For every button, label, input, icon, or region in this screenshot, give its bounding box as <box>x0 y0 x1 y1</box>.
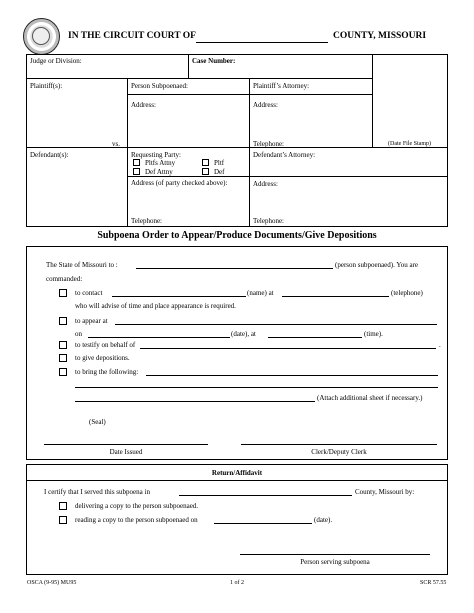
def-checkbox[interactable] <box>202 168 209 175</box>
depositions-checkbox[interactable] <box>59 354 67 362</box>
requesting-party-label: Requesting Party: <box>131 151 181 159</box>
pltfs-attny-label: Pltfs Attny <box>145 159 176 167</box>
date-file-stamp-label: (Date File Stamp) <box>388 141 431 147</box>
pltf-label: Pltf <box>214 159 225 167</box>
telephone-label-defendant-attorney: Telephone: <box>253 217 284 225</box>
county-name-line[interactable] <box>196 42 328 43</box>
date-issued-line[interactable] <box>44 444 208 445</box>
reading-date-line[interactable] <box>214 523 312 524</box>
time-suffix: (time). <box>364 330 383 338</box>
delivering-label: delivering a copy to the person subpoenaed. <box>75 502 199 510</box>
contact-name-line[interactable] <box>112 296 246 297</box>
telephone-label-requesting-party: Telephone: <box>131 217 162 225</box>
served-right: County, Missouri by: <box>355 488 415 496</box>
address-party-label: Address (of party checked above): <box>131 179 228 187</box>
commanded-label: commanded: <box>46 275 83 283</box>
order-body-box <box>26 246 448 460</box>
telephone-suffix: (telephone) <box>391 289 423 297</box>
testify-label: to testify on behalf of <box>75 341 136 349</box>
appear-label: to appear at <box>75 317 108 325</box>
court-title <box>68 31 196 41</box>
person-subpoenaed-label: Person Subpoenaed: <box>131 82 188 90</box>
bring-line-1[interactable] <box>146 375 438 376</box>
court-title-right: COUNTY, MISSOURI <box>333 31 427 41</box>
date-issued-label: Date Issued <box>109 448 143 456</box>
intro-left: The State of Missouri to : <box>46 261 118 269</box>
pltfs-attny-checkbox[interactable] <box>133 159 140 166</box>
reading-label: reading a copy to the person subpoenaed on <box>75 516 198 524</box>
contact-label: to contact <box>75 289 103 297</box>
def-attny-label: Def Attny <box>145 168 173 176</box>
address-label-plaintiff-attorney: Address: <box>253 101 278 109</box>
reading-checkbox[interactable] <box>59 516 67 524</box>
date-suffix: (date), at <box>231 330 256 338</box>
serving-label: Person serving subpoena <box>300 558 370 566</box>
appear-checkbox[interactable] <box>59 317 67 325</box>
appear-location-line[interactable] <box>115 324 437 325</box>
person-subpoenaed-line[interactable] <box>136 268 333 269</box>
defendants-attorney-label: Defendant’s Attorney: <box>253 151 316 159</box>
depositions-label: to give depositions. <box>75 354 130 362</box>
defendants-label: Defendant(s): <box>30 151 69 159</box>
def-label: Def <box>214 168 225 176</box>
case-info-grid <box>26 54 448 227</box>
plaintiffs-attorney-label: Plaintiff’s Attorney: <box>253 82 310 90</box>
on-label: on <box>75 330 82 338</box>
case-number-label: Case Number: <box>192 57 236 65</box>
delivering-checkbox[interactable] <box>59 502 67 510</box>
telephone-label-plaintiff-attorney: Telephone: <box>253 140 284 148</box>
order-title: Subpoena Order to Appear/Produce Documents/Give Depositions <box>97 230 377 241</box>
pltf-checkbox[interactable] <box>202 159 209 166</box>
advise-text: who will advise of time and place appearance is required. <box>75 302 236 310</box>
name-suffix: (name) at <box>247 289 274 297</box>
appear-date-line[interactable] <box>88 337 230 338</box>
plaintiffs-label: Plaintiff(s): <box>30 82 63 90</box>
bring-line-2[interactable] <box>75 387 438 388</box>
return-title: Return/Affidavit <box>211 469 263 477</box>
page-number: 1 of 2 <box>230 580 244 586</box>
bring-line-3[interactable] <box>75 401 315 402</box>
testify-checkbox[interactable] <box>59 341 67 349</box>
testify-line[interactable] <box>140 348 436 349</box>
court-title-left: IN THE CIRCUIT COURT OF <box>68 31 196 41</box>
rule-number: SCR 57.55 <box>420 580 447 586</box>
seal-label: (Seal) <box>89 418 106 426</box>
reading-date-suffix: (date). <box>314 516 333 524</box>
served-left: I certify that I served this subpoena in <box>44 488 150 496</box>
appear-time-line[interactable] <box>268 337 362 338</box>
served-county-line[interactable] <box>179 495 352 496</box>
clerk-signature-line[interactable] <box>241 444 437 445</box>
def-attny-checkbox[interactable] <box>133 168 140 175</box>
court-seal <box>23 18 60 55</box>
address-label-subpoenaed: Address: <box>131 101 156 109</box>
bring-label: to bring the following: <box>75 368 139 376</box>
bring-checkbox[interactable] <box>59 368 67 376</box>
contact-telephone-line[interactable] <box>282 296 389 297</box>
vs-label: vs. <box>112 140 120 148</box>
testify-period: . <box>439 341 441 349</box>
judge-label: Judge or Division: <box>30 57 82 65</box>
clerk-label: Clerk/Deputy Clerk <box>311 448 367 456</box>
attach-text: (Attach additional sheet if necessary.) <box>317 394 423 402</box>
address-label-defendant-attorney: Address: <box>253 180 278 188</box>
intro-right: (person subpoenaed). You are <box>335 261 419 269</box>
form-id: OSCA (9-95) MU95 <box>27 580 77 586</box>
server-signature-line[interactable] <box>240 554 430 555</box>
contact-checkbox[interactable] <box>59 289 67 297</box>
